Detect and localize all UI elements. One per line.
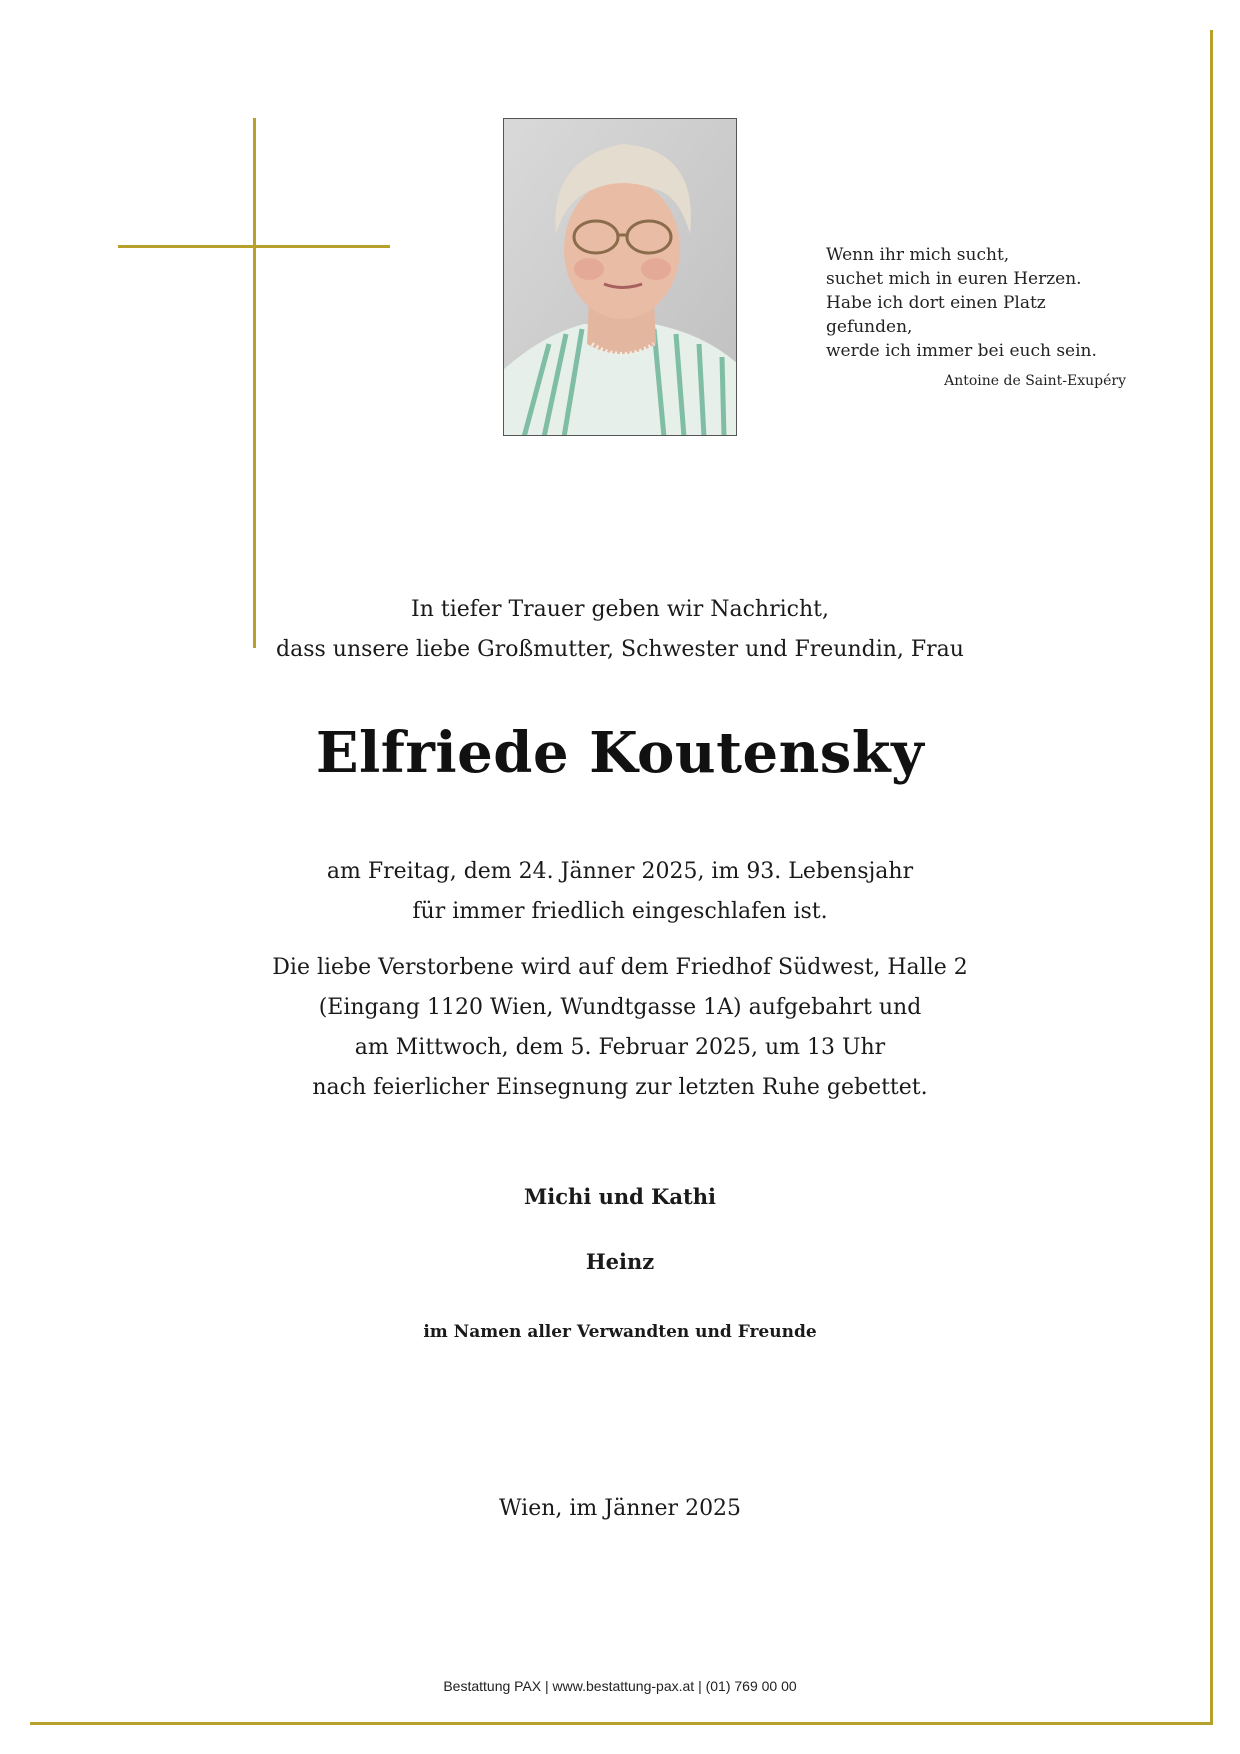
funeral-line-2: (Eingang 1120 Wien, Wundtgasse 1A) aufgebahrt und: [318, 995, 922, 1020]
quote-line: Wenn ihr mich sucht,: [826, 245, 1010, 265]
death-notice: [0, 852, 1240, 932]
funeral-notice: [0, 948, 1240, 1108]
deceased-name: Elfriede Koutensky: [315, 720, 925, 786]
intro-line-2: dass unsere liebe Großmutter, Schwester und Freundin, Frau: [276, 637, 964, 662]
quote-block: [826, 243, 1126, 393]
portrait-photo: [503, 118, 737, 436]
death-line-2: für immer friedlich eingeschlafen ist.: [412, 899, 828, 924]
intro-text: [0, 590, 1240, 670]
intro-line-1: In tiefer Trauer geben wir Nachricht,: [411, 597, 829, 622]
funeral-line-1: Die liebe Verstorbene wird auf dem Friedhof Südwest, Halle 2: [272, 955, 968, 980]
quote-line: Habe ich dort einen Platz gefunden,: [826, 293, 1046, 337]
mourner-family-2: Heinz: [585, 1249, 655, 1274]
place-date: Wien, im Jänner 2025: [498, 1496, 742, 1521]
portrait-image: [504, 119, 737, 436]
gold-border-bottom: [30, 1722, 1213, 1725]
mourner-family-1: Michi und Kathi: [524, 1184, 716, 1209]
footer-contact: Bestattung PAX | www.bestattung-pax.at | (01) 769 00 00: [443, 1678, 797, 1694]
quote-line: suchet mich in euren Herzen.: [826, 269, 1082, 289]
funeral-line-3: am Mittwoch, dem 5. Februar 2025, um 13 Uhr: [354, 1035, 886, 1060]
quote-author: Antoine de Saint-Exupéry: [944, 373, 1126, 389]
quote-line: werde ich immer bei euch sein.: [826, 341, 1097, 361]
mourner-note: im Namen aller Verwandten und Freunde: [423, 1322, 817, 1342]
cross-icon-horizontal: [118, 245, 390, 248]
funeral-line-4: nach feierlicher Einsegnung zur letzten Ruhe gebettet.: [312, 1075, 928, 1100]
cross-icon-vertical: [253, 118, 256, 648]
death-line-1: am Freitag, dem 24. Jänner 2025, im 93. Lebensjahr: [326, 859, 914, 884]
